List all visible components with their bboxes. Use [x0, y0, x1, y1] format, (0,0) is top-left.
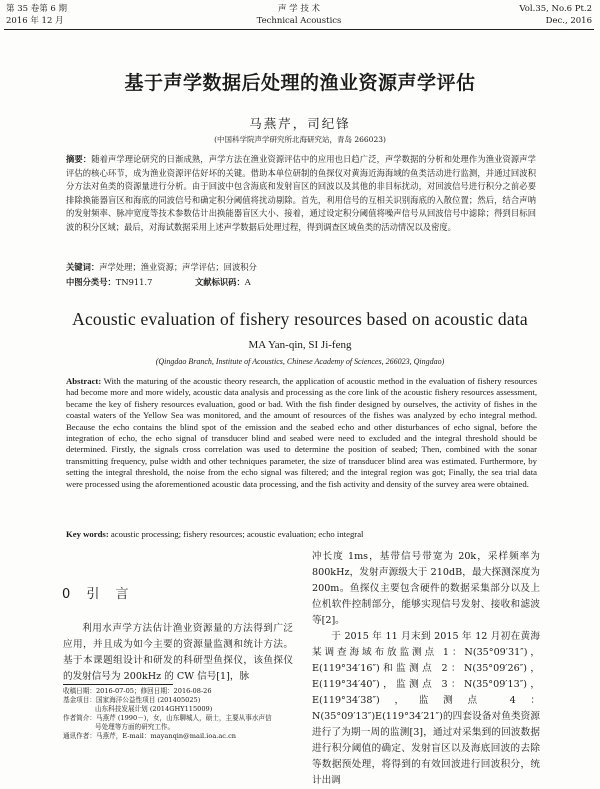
clc-label: 中图分类号： [66, 277, 116, 287]
bio-label: 作者简介： [63, 713, 96, 722]
header-date-en: Dec., 2016 [545, 16, 592, 26]
header-journal-en: Technical Acoustics [256, 16, 342, 26]
bio-2: 号处理等方面的研究工作。 [95, 722, 175, 731]
footnotes [63, 687, 295, 740]
clc-value: TN911.7 [115, 277, 153, 287]
header-vol-no: Vol.35, No.6 Pt.2 [519, 4, 592, 14]
fund-1: 国家海洋公益性项目 (201405025) [95, 695, 201, 704]
affiliation-en: (Qingdao Branch, Institute of Acoustics, Chinese Academy of Sciences, 266023, Qingdao) [155, 357, 445, 366]
header-journal-cn: 声 学 技 术 [277, 4, 321, 14]
header-rule [4, 29, 594, 30]
running-header [6, 3, 592, 29]
abstract-cn [66, 153, 536, 235]
authors-en: MA Yan-qin, SI Ji-feng [248, 339, 352, 351]
doc-code-label: 文献标识码： [194, 277, 245, 287]
bio-1: 马燕芹 (1990－)，女，山东聊城人，硕士，主要从事水声信 [95, 713, 272, 722]
intro-paragraph-2: 于 2015 年 11 月末到 2015 年 12 月初在黄海某调查海域布放监测点 1：N(35°09′31″)，E(119°34′16″)和监测点 2：N(35°09′26″)，E(119°34′40″)，监测点 3：N(35°09′13″)，E(119°34′38″)，监测点 4：N(35°09′13″)E(119°34′21″)的四套设备对鱼类资源进行了为期一周的监测[3]，通过对采集到的回波数据进行积分阈值的确定、发射盲区以及海底回波的去除等数据预处理，将得到的有效回波进行回波积分，统计出调 [312, 631, 540, 786]
fund-2: 山东科技发展计划 (2014GHY115009) [95, 704, 213, 713]
paper-title-en: Acoustic evaluation of fishery resources based on acoustic data [72, 309, 528, 329]
doc-code-value: A [244, 277, 251, 287]
intro-paragraph-1: 利用水声学方法估计渔业资源量的方法得到广泛应用，并且成为如今主要的资源量监测和统计方法。基于本课题组设计和研发的科研型鱼探仪，该鱼探仪的发射信号为 200kHz 的 CW 信号[1]，脉 [63, 623, 293, 682]
header-date: 2016 年 12 月 [6, 16, 64, 26]
footnote-received: 收稿日期：2016-07-05；修回日期：2016-08-26 [63, 687, 212, 695]
footnote-bio [63, 714, 295, 723]
intro-right-column [312, 549, 540, 789]
footnote-fund [63, 696, 295, 705]
abstract-cn-label: 摘要： [66, 154, 92, 164]
authors-cn: 马燕芹，司纪锋 [249, 116, 351, 131]
abstract-en-label: Abstract: [66, 376, 102, 386]
abstract-cn-text: 随着声学理论研究的日渐成熟，声学方法在渔业资源评估中的应用也日趋广泛，声学数据的分析和处理作为渔业资源声学评估的核心环节，成为渔业资源评估好坏的关键。借助本单位研制的鱼探仪对黄海近海海域的鱼类活动进行监测，并通过回波积分方法对鱼类的资源量进行分析。由于回波中包含海底和发射盲区的回波以及其他的非目标扰动，对回波信号进行积分之前必要排除换能器盲区和海底的同波信号和确定积分阈值将扰动剔除。首先，利用信号的互相关识别海底的入散位置；然后，结合声呐的发射频率、脉冲宽度等技术参数估计出换能器盲区大小、接着，通过设定积分阈值将噪声信号从回波信号中滤除；得到目标回波的积分区域；最后，对海试数据采用上述声学数据后处理过程，得到调查区域鱼类的活动情况以及密度。 [66, 154, 536, 232]
footnote-contact: 通讯作者：马燕芹，E-mail：mayanqin@mail.ioa.ac.cn [63, 731, 237, 740]
keywords-en-label: Key words: [66, 529, 109, 539]
paper-title-cn: 基于声学数据后处理的渔业资源声学评估 [124, 72, 476, 94]
keywords-cn-label: 关键词： [66, 262, 100, 272]
abstract-en [66, 376, 537, 490]
section-heading-intro: 0 引 言 [62, 587, 135, 602]
affiliation-cn: (中国科学院声学研究所北海研究站，青岛 266023) [214, 135, 386, 144]
header-volume-en [519, 3, 592, 27]
keywords-cn [66, 261, 536, 275]
header-volume: 第 35 卷第 6 期 [6, 4, 68, 14]
footnote-rule [63, 684, 173, 685]
keywords-en-text: acoustic processing; fishery resources; acoustic evaluation; echo integral [110, 529, 364, 539]
intro-paragraph-1-cont: 冲长度 1ms，基带信号带宽为 20k，采样频率为 800kHz，发射声源级大于 210dB，最大探测深度为 200m。鱼探仪主要包含硬件的数据采集部分以及上位机软件控制部分，能够实现信号发射、接收和滤波等[2]。 [312, 551, 540, 626]
classification-cn [66, 276, 536, 290]
intro-left-column [63, 621, 293, 685]
keywords-cn-text: 声学处理；渔业资源；声学评估；回波积分 [99, 262, 257, 272]
fund-label: 基金项目： [63, 695, 96, 704]
keywords-en [66, 529, 537, 540]
abstract-en-text: With the maturing of the acoustic theory research, the application of acoustic method in the evaluation of fishery resources had become more and more widely, acoustic data analysis and processing as the core link of the acoustic fishery resources assessment, became the key of fishery resources evaluation, good or bad. With the fish finder designed by ourselves, the activity of fishes in the coastal waters of the Yellow Sea was monitored, and the amount of resources of the fishes was analyzed by echo integral method. Because the echo contains the blind spot of the emission and the seabed echo and other disturbances of echo signal, before the integration of echo, the echo signal of transducer blind and seabed were need to excluded and the integral threshold should be determined. Firstly, the signals cross correlation was used to determine the position of seabed; Then, combined with the sonar transmitting frequency, pulse width and other techniques parameter, the size of transducer blind area was estimated. Furthermore, by setting the integral threshold, the noise from the echo signal was filtered; and the integral region was got; Finally, the sea trial data were processed using the aforementioned acoustic data processing, and the fish activity and density of the survey area were obtained. [66, 376, 537, 489]
header-journal-name [6, 3, 592, 27]
